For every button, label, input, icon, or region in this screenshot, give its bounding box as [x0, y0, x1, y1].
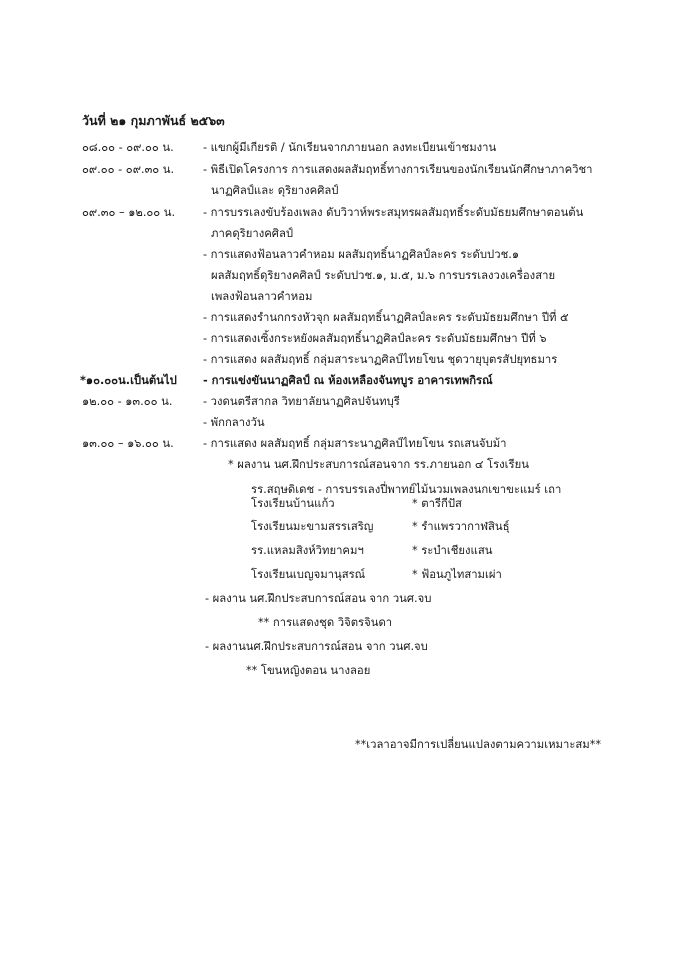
time-label: ๑๒.๐๐ - ๑๓.๐๐ น.	[82, 395, 173, 408]
school-show: * ระบำเชียงแสน	[412, 544, 493, 557]
school-show: * รำแพรวากาฬสินธุ์	[412, 520, 510, 533]
schedule-text: นาฏศิลป์และ ดุริยางคศิลป์	[211, 184, 339, 197]
works-heading: - ผลงานนศ.ฝึกประสบการณ์สอน จาก วนศ.จบ	[205, 640, 428, 653]
schedule-text: - การแข่งขันนาฏศิลป์ ณ ห้องเหลืองจันทบูร อาคารเทพกิรณ์	[203, 374, 493, 387]
schedule-text: - การแสดงรำนกกรงหัวจุก ผลสัมฤทธิ์นาฏศิลป์ละคร ระดับมัธยมศึกษา ปีที่ ๕	[203, 311, 569, 324]
school-name: รร.แหลมสิงห์วิทยาคมฯ	[251, 544, 364, 557]
works-detail: ** โขนหญิงตอน นางลอย	[246, 664, 371, 677]
time-label: ๑๓.๐๐ – ๑๖.๐๐ น.	[82, 437, 174, 450]
school-show: * ตารีกีปัส	[412, 497, 462, 510]
schedule-text: - พิธีเปิดโครงการ การแสดงผลสัมฤทธิ์ทางการเรียนของนักเรียนนักศึกษาภาควิชา	[203, 163, 593, 176]
works-heading: - ผลงาน นศ.ฝึกประสบการณ์สอน จาก วนศ.จบ	[205, 592, 432, 605]
school-name: โรงเรียนเบญจมานุสรณ์	[251, 568, 366, 581]
time-label: ๐๙.๐๐ - ๐๙.๓๐ น.	[82, 163, 175, 176]
footer-note: **เวลาอาจมีการเปลี่ยนแปลงตามความเหมาะสม**	[355, 738, 602, 751]
schedule-text: - การแสดงเซิ้งกระหยังผลสัมฤทธิ์นาฏศิลป์ละคร ระดับมัธยมศึกษา ปีที่ ๖	[203, 332, 547, 345]
document-title: วันที่ ๒๑ กุมภาพันธ์ ๒๕๖๓	[82, 113, 225, 128]
schedule-text: - การแสดง ผลสัมฤทธิ์ กลุ่มสาระนาฏศิลป์ไทยโขน ชุดวายุบุตรสัปยุทธมาร	[203, 353, 558, 366]
time-label: ๐๘.๐๐ - ๐๙.๐๐ น.	[82, 141, 174, 154]
practicum-heading: * ผลงาน นศ.ฝึกประสบการณ์สอนจาก รร.ภายนอก ๔ โรงเรียน	[228, 458, 529, 471]
school-name: โรงเรียนมะขามสรรเสริญ	[251, 520, 374, 533]
schedule-text: - การแสดงฟ้อนลาวคำหอม ผลสัมฤทธิ์นาฏศิลป์ละคร ระดับปวช.๑	[203, 248, 520, 261]
schedule-text: ผลสัมฤทธิ์ดุริยางคศิลป์ ระดับปวช.๑, ม.๕, ม.๖ การบรรเลงวงเครื่องสาย	[211, 269, 556, 282]
schedule-text: เพลงฟ้อนลาวคำหอม	[211, 290, 313, 303]
schedule-text: - แขกผู้มีเกียรติ / นักเรียนจากภายนอก ลงทะเบียนเข้าชมงาน	[203, 141, 497, 154]
works-detail: ** การแสดงชุด วิจิตรจินดา	[258, 616, 393, 629]
time-label: *๑๐.๐๐น.เป็นต้นไป	[80, 374, 177, 387]
schedule-text: - วงดนตรีสากล วิทยาลัยนาฏศิลปจันทบุรี	[203, 395, 400, 408]
schedule-text: - การแสดง ผลสัมฤทธิ์ กลุ่มสาระนาฏศิลป์ไทยโขน รถเสนจับม้า	[203, 437, 507, 450]
schedule-text: ภาคดุริยางคศิลป์	[211, 227, 294, 240]
school-show: * ฟ้อนภูไทสามเผ่า	[412, 568, 502, 581]
school-name: โรงเรียนบ้านแก้ว	[251, 497, 335, 510]
schedule-text: - พักกลางวัน	[203, 416, 265, 429]
schedule-text: - การบรรเลงขับร้องเพลง ดับวิวาห์พระสมุทรผลสัมฤทธิ์ระดับมัธยมศึกษาตอนต้น	[203, 206, 584, 219]
school-row: รร.สฤษดิเดช - การบรรเลงปี่พาทย์ไม้นวมเพลงนกเขาขะแมร์ เถา	[251, 483, 562, 496]
time-label: ๐๙.๓๐ – ๑๒.๐๐ น.	[82, 206, 176, 219]
